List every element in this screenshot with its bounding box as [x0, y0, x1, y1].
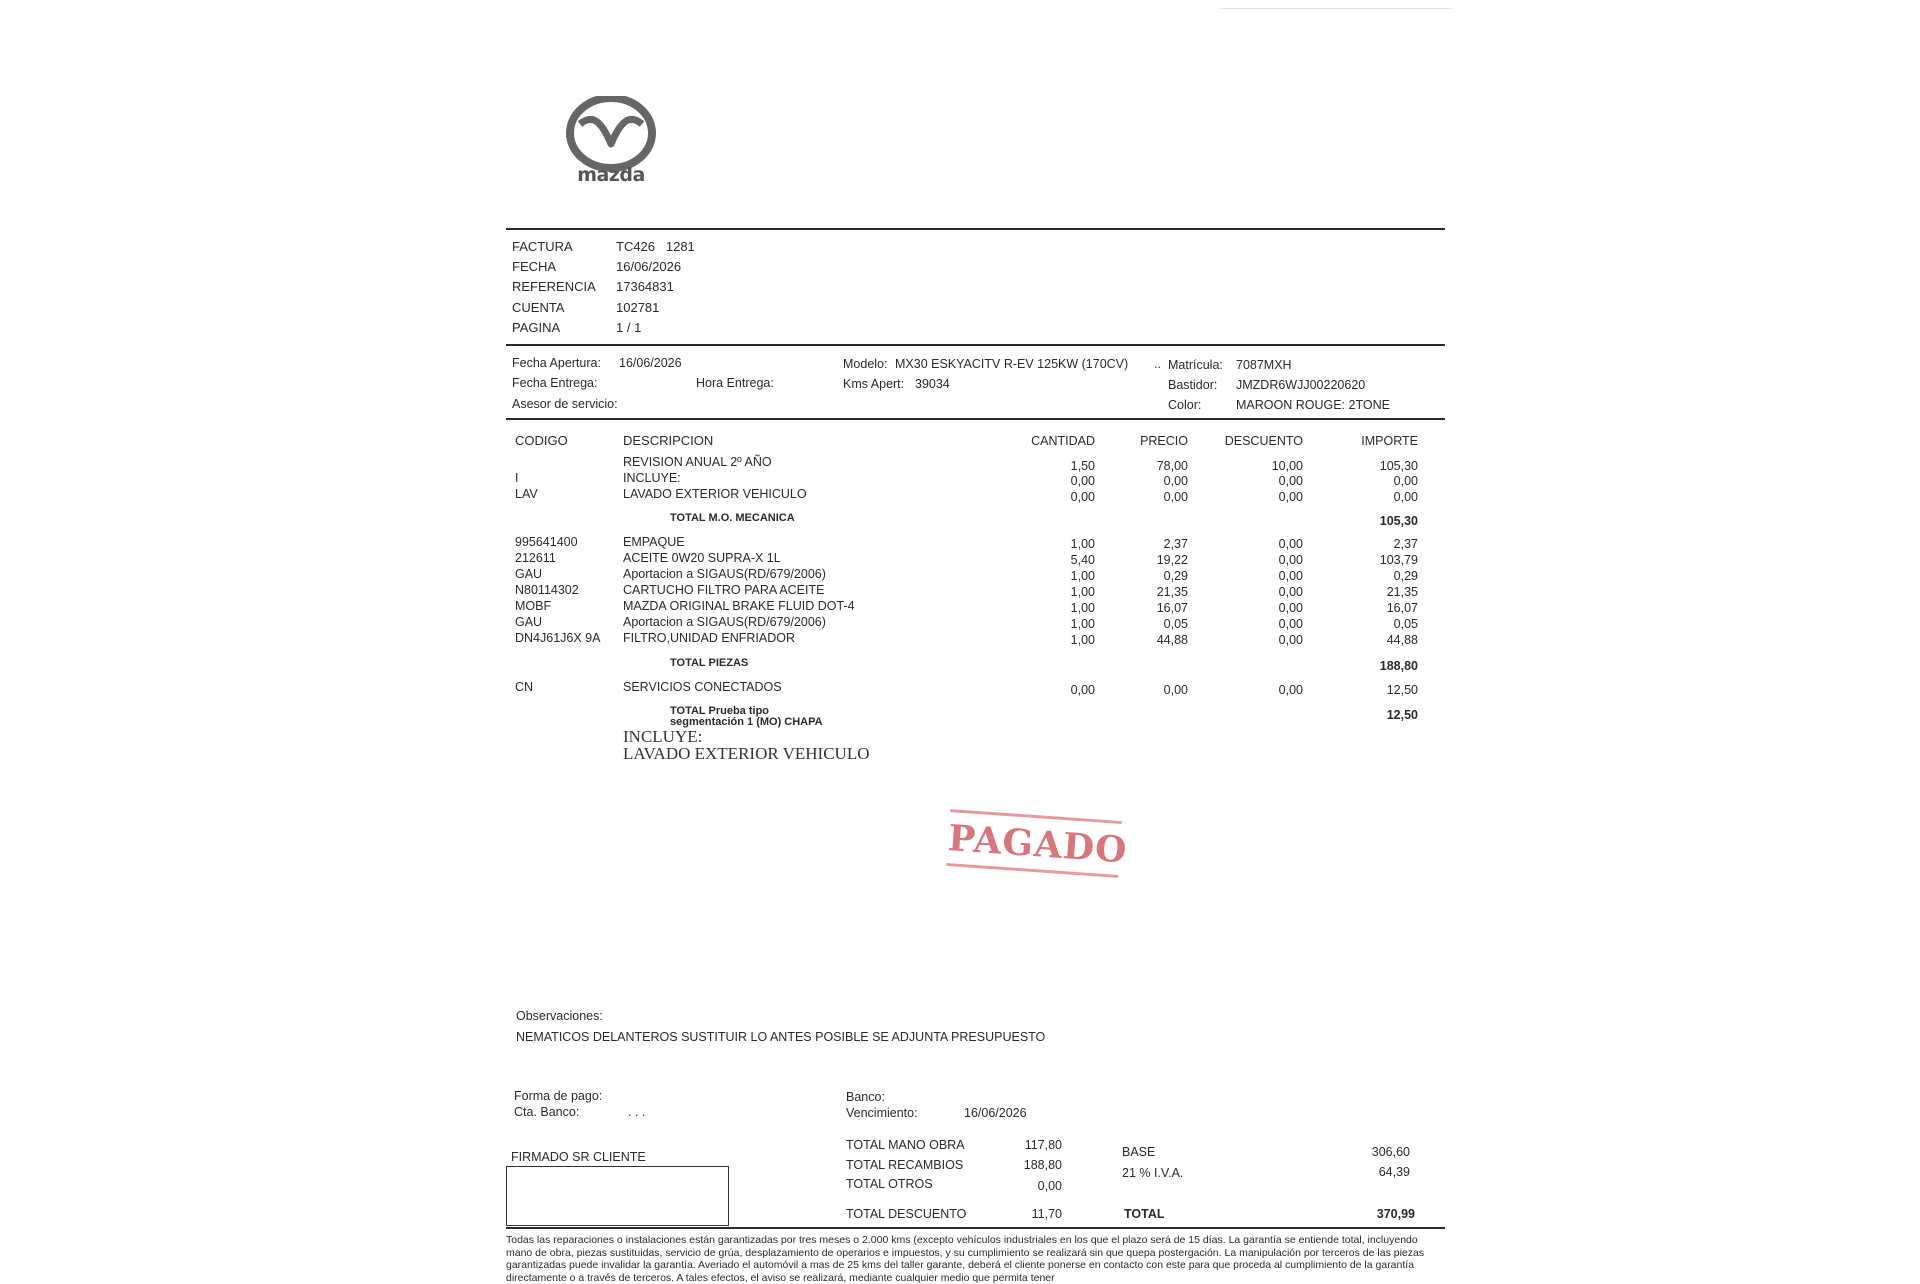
banco-label: Banco:	[846, 1090, 885, 1104]
cell-codigo: 212611	[515, 551, 556, 565]
cell-descripcion: MAZDA ORIGINAL BRAKE FLUID DOT-4	[623, 599, 855, 613]
total-prueba-label-1: TOTAL Prueba tipo	[670, 705, 770, 717]
vehicle-bottom-rule	[506, 418, 1445, 420]
total-otros-value: 0,00	[1037, 1179, 1062, 1193]
col-codigo: CODIGO	[515, 433, 568, 448]
cell-importe: 0,05	[1393, 617, 1418, 631]
cell-precio: 0,05	[1163, 617, 1188, 631]
kms-value: 39034	[915, 377, 950, 391]
cell-precio: 21,35	[1156, 585, 1188, 599]
cell-cantidad: 0,00	[1070, 683, 1095, 697]
cell-descuento: 0,00	[1278, 537, 1303, 551]
cell-precio: 0,00	[1163, 683, 1188, 697]
fecha-apertura-label: Fecha Apertura:	[512, 356, 601, 370]
cell-descripcion: EMPAQUE	[623, 535, 685, 549]
cell-precio: 16,07	[1156, 601, 1188, 615]
cell-descripcion: Aportacion a SIGAUS(RD/679/2006)	[623, 567, 826, 581]
cell-cantidad: 5,40	[1070, 553, 1095, 567]
fecha-entrega-label: Fecha Entrega:	[512, 376, 598, 390]
total-recambios-label: TOTAL RECAMBIOS	[846, 1158, 964, 1172]
cell-precio: 2,37	[1163, 537, 1188, 551]
cell-codigo: GAU	[515, 615, 543, 629]
base-value: 306,60	[1371, 1145, 1410, 1159]
total-mo-value: 105,30	[1379, 514, 1418, 528]
col-descuento: DESCUENTO	[1224, 434, 1303, 448]
cell-importe: 0,29	[1393, 569, 1418, 583]
col-cantidad: CANTIDAD	[1031, 434, 1095, 448]
hora-entrega-label: Hora Entrega:	[696, 376, 774, 390]
header-value-cuenta: 102781	[616, 300, 660, 315]
header-label-cuenta: CUENTA	[512, 300, 565, 315]
cell-cantidad: 0,00	[1070, 474, 1095, 488]
cell-descuento: 0,00	[1278, 617, 1303, 631]
logo-wordmark: mazda	[577, 164, 645, 186]
cell-cantidad: 0,00	[1070, 490, 1095, 504]
cell-codigo: 995641400	[515, 535, 578, 549]
cell-importe: 0,00	[1393, 474, 1418, 488]
total-descuento-value: 11,70	[1031, 1207, 1062, 1221]
header-bottom-rule	[506, 344, 1445, 346]
header-top-rule	[506, 228, 1445, 230]
cell-importe: 16,07	[1386, 601, 1418, 615]
cell-codigo: GAU	[515, 567, 543, 581]
modelo-label: Modelo:	[843, 357, 888, 371]
cell-cantidad: 1,00	[1070, 633, 1095, 647]
col-importe: IMPORTE	[1361, 434, 1418, 448]
total-mano-obra-value: 117,80	[1024, 1138, 1062, 1152]
forma-pago-label: Forma de pago:	[514, 1089, 603, 1103]
total-value: 370,99	[1376, 1207, 1415, 1221]
iva-value: 64,39	[1378, 1165, 1410, 1179]
col-descripcion: DESCRIPCION	[623, 433, 714, 448]
top-divider	[1220, 8, 1452, 9]
cell-codigo: DN4J61J6X 9A	[515, 631, 601, 645]
color-value: MAROON ROUGE: 2TONE	[1236, 398, 1390, 412]
iva-label: 21 % I.V.A.	[1122, 1166, 1184, 1180]
cell-descripcion: SERVICIOS CONECTADOS	[623, 680, 782, 694]
cta-banco-value: . . .	[628, 1105, 646, 1119]
vencimiento-label: Vencimiento:	[846, 1106, 918, 1120]
cell-descripcion: FILTRO,UNIDAD ENFRIADOR	[623, 631, 795, 645]
cell-descuento: 0,00	[1278, 633, 1303, 647]
color-label: Color:	[1168, 398, 1202, 412]
legal-notice: Todas las reparaciones o instalaciones están garantizadas por tres meses o 2.000 kms (excepto vehículos industriales en los que el plazo será de 15 días. La garantía se entiende total, incluyendo mano de obra, piezas sustituidas, servicio de grúa, desplazamiento de operarios e impuestos, y su cumplimiento se realizará sin que quepa postergación. La manipulación por terceros de las piezas garantizadas puede invalidar la garantía. Averiado el automóvil a mas de 25 kms del taller garante, deberá el cliente ponerse en contacto con este para que proceda al cumplimiento de la garantía directamente o a través de terceros. A tales efectos, el aviso se realizará, mediante cualquier medio que permita tener	[506, 1234, 1425, 1284]
observaciones-label: Observaciones:	[516, 1009, 603, 1023]
cell-cantidad: 1,00	[1070, 617, 1095, 631]
cell-precio: 19,22	[1156, 553, 1188, 567]
footer-rule	[506, 1227, 1445, 1229]
cell-cantidad: 1,00	[1070, 569, 1095, 583]
cell-importe: 2,37	[1393, 537, 1418, 551]
cell-codigo: CN	[515, 680, 534, 694]
total-prueba-value: 12,50	[1386, 708, 1418, 722]
cell-descripcion: LAVADO EXTERIOR VEHICULO	[623, 487, 807, 501]
modelo-suffix: ..	[1154, 357, 1161, 371]
matricula-label: Matrícula:	[1168, 358, 1223, 372]
cell-codigo: LAV	[515, 487, 538, 501]
cell-descuento: 10,00	[1271, 459, 1303, 473]
typed-note-line-1: INCLUYE:	[623, 727, 703, 746]
total-mo-label: TOTAL M.O. MECANICA	[670, 512, 795, 524]
cell-descuento: 0,00	[1278, 601, 1303, 615]
bastidor-value: JMZDR6WJJ00220620	[1236, 378, 1366, 392]
cell-descripcion: Aportacion a SIGAUS(RD/679/2006)	[623, 615, 826, 629]
cell-descuento: 0,00	[1278, 474, 1303, 488]
bastidor-label: Bastidor:	[1168, 378, 1218, 392]
fecha-apertura-value: 16/06/2026	[619, 356, 682, 370]
total-recambios-value: 188,80	[1023, 1158, 1062, 1172]
cell-descuento: 0,00	[1278, 553, 1303, 567]
total-piezas-value: 188,80	[1379, 659, 1418, 673]
header-label-fecha: FECHA	[512, 259, 557, 274]
cell-importe: 21,35	[1386, 585, 1418, 599]
cta-banco-label: Cta. Banco:	[514, 1105, 580, 1119]
base-label: BASE	[1122, 1145, 1156, 1159]
modelo-value: MX30 ESKYACITV R-EV 125KW (170CV)	[895, 357, 1129, 371]
total-label: TOTAL	[1124, 1207, 1165, 1221]
total-mano-obra-label: TOTAL MANO OBRA	[846, 1138, 965, 1152]
header-value-referencia: 17364831	[616, 279, 674, 294]
observaciones-text: NEMATICOS DELANTEROS SUSTITUIR LO ANTES POSIBLE SE ADJUNTA PRESUPUESTO	[516, 1030, 1046, 1044]
asesor-label: Asesor de servicio:	[512, 397, 618, 411]
cell-descripcion: REVISION ANUAL 2º AÑO	[623, 455, 772, 469]
vencimiento-value: 16/06/2026	[964, 1106, 1027, 1120]
header-label-pagina: PAGINA	[512, 320, 561, 335]
cell-precio: 0,00	[1163, 474, 1188, 488]
cell-precio: 44,88	[1156, 633, 1188, 647]
cell-precio: 0,29	[1163, 569, 1188, 583]
cell-cantidad: 1,00	[1070, 601, 1095, 615]
cell-descuento: 0,00	[1278, 585, 1303, 599]
typed-note-line-2: LAVADO EXTERIOR VEHICULO	[623, 744, 870, 763]
header-value-pagina: 1 / 1	[616, 320, 642, 335]
total-prueba-label-2: segmentación 1 (MO) CHAPA	[670, 716, 823, 728]
total-descuento-label: TOTAL DESCUENTO	[846, 1207, 967, 1221]
cell-importe: 103,79	[1379, 553, 1418, 567]
cell-importe: 0,00	[1393, 490, 1418, 504]
matricula-value: 7087MXH	[1236, 358, 1292, 372]
cell-cantidad: 1,00	[1070, 537, 1095, 551]
cell-cantidad: 1,50	[1070, 459, 1095, 473]
cell-descuento: 0,00	[1278, 683, 1303, 697]
cell-descripcion: CARTUCHO FILTRO PARA ACEITE	[623, 583, 825, 597]
col-precio: PRECIO	[1140, 434, 1188, 448]
cell-codigo: MOBF	[515, 599, 552, 613]
kms-label: Kms Apert:	[843, 377, 905, 391]
cell-cantidad: 1,00	[1070, 585, 1095, 599]
cell-descripcion: ACEITE 0W20 SUPRA-X 1L	[623, 551, 781, 565]
cell-importe: 105,30	[1379, 459, 1418, 473]
signature-box[interactable]	[506, 1166, 729, 1226]
cell-descuento: 0,00	[1278, 569, 1303, 583]
pagado-stamp	[946, 809, 1129, 879]
cell-codigo: I	[515, 471, 519, 485]
cell-codigo: N80114302	[515, 583, 579, 597]
total-piezas-label: TOTAL PIEZAS	[670, 657, 749, 669]
total-otros-label: TOTAL OTROS	[846, 1177, 933, 1191]
firma-label: FIRMADO SR CLIENTE	[511, 1150, 646, 1164]
header-label-factura: FACTURA	[512, 239, 573, 254]
stamp-text: PAGADO	[946, 817, 1129, 872]
cell-descuento: 0,00	[1278, 490, 1303, 504]
cell-precio: 78,00	[1156, 459, 1188, 473]
header-value-fecha: 16/06/2026	[616, 259, 682, 274]
cell-importe: 44,88	[1386, 633, 1418, 647]
cell-descripcion: INCLUYE:	[623, 471, 681, 485]
cell-importe: 12,50	[1386, 683, 1418, 697]
header-label-referencia: REFERENCIA	[512, 279, 596, 294]
header-value-factura: TC426 1281	[616, 239, 695, 254]
cell-precio: 0,00	[1163, 490, 1188, 504]
